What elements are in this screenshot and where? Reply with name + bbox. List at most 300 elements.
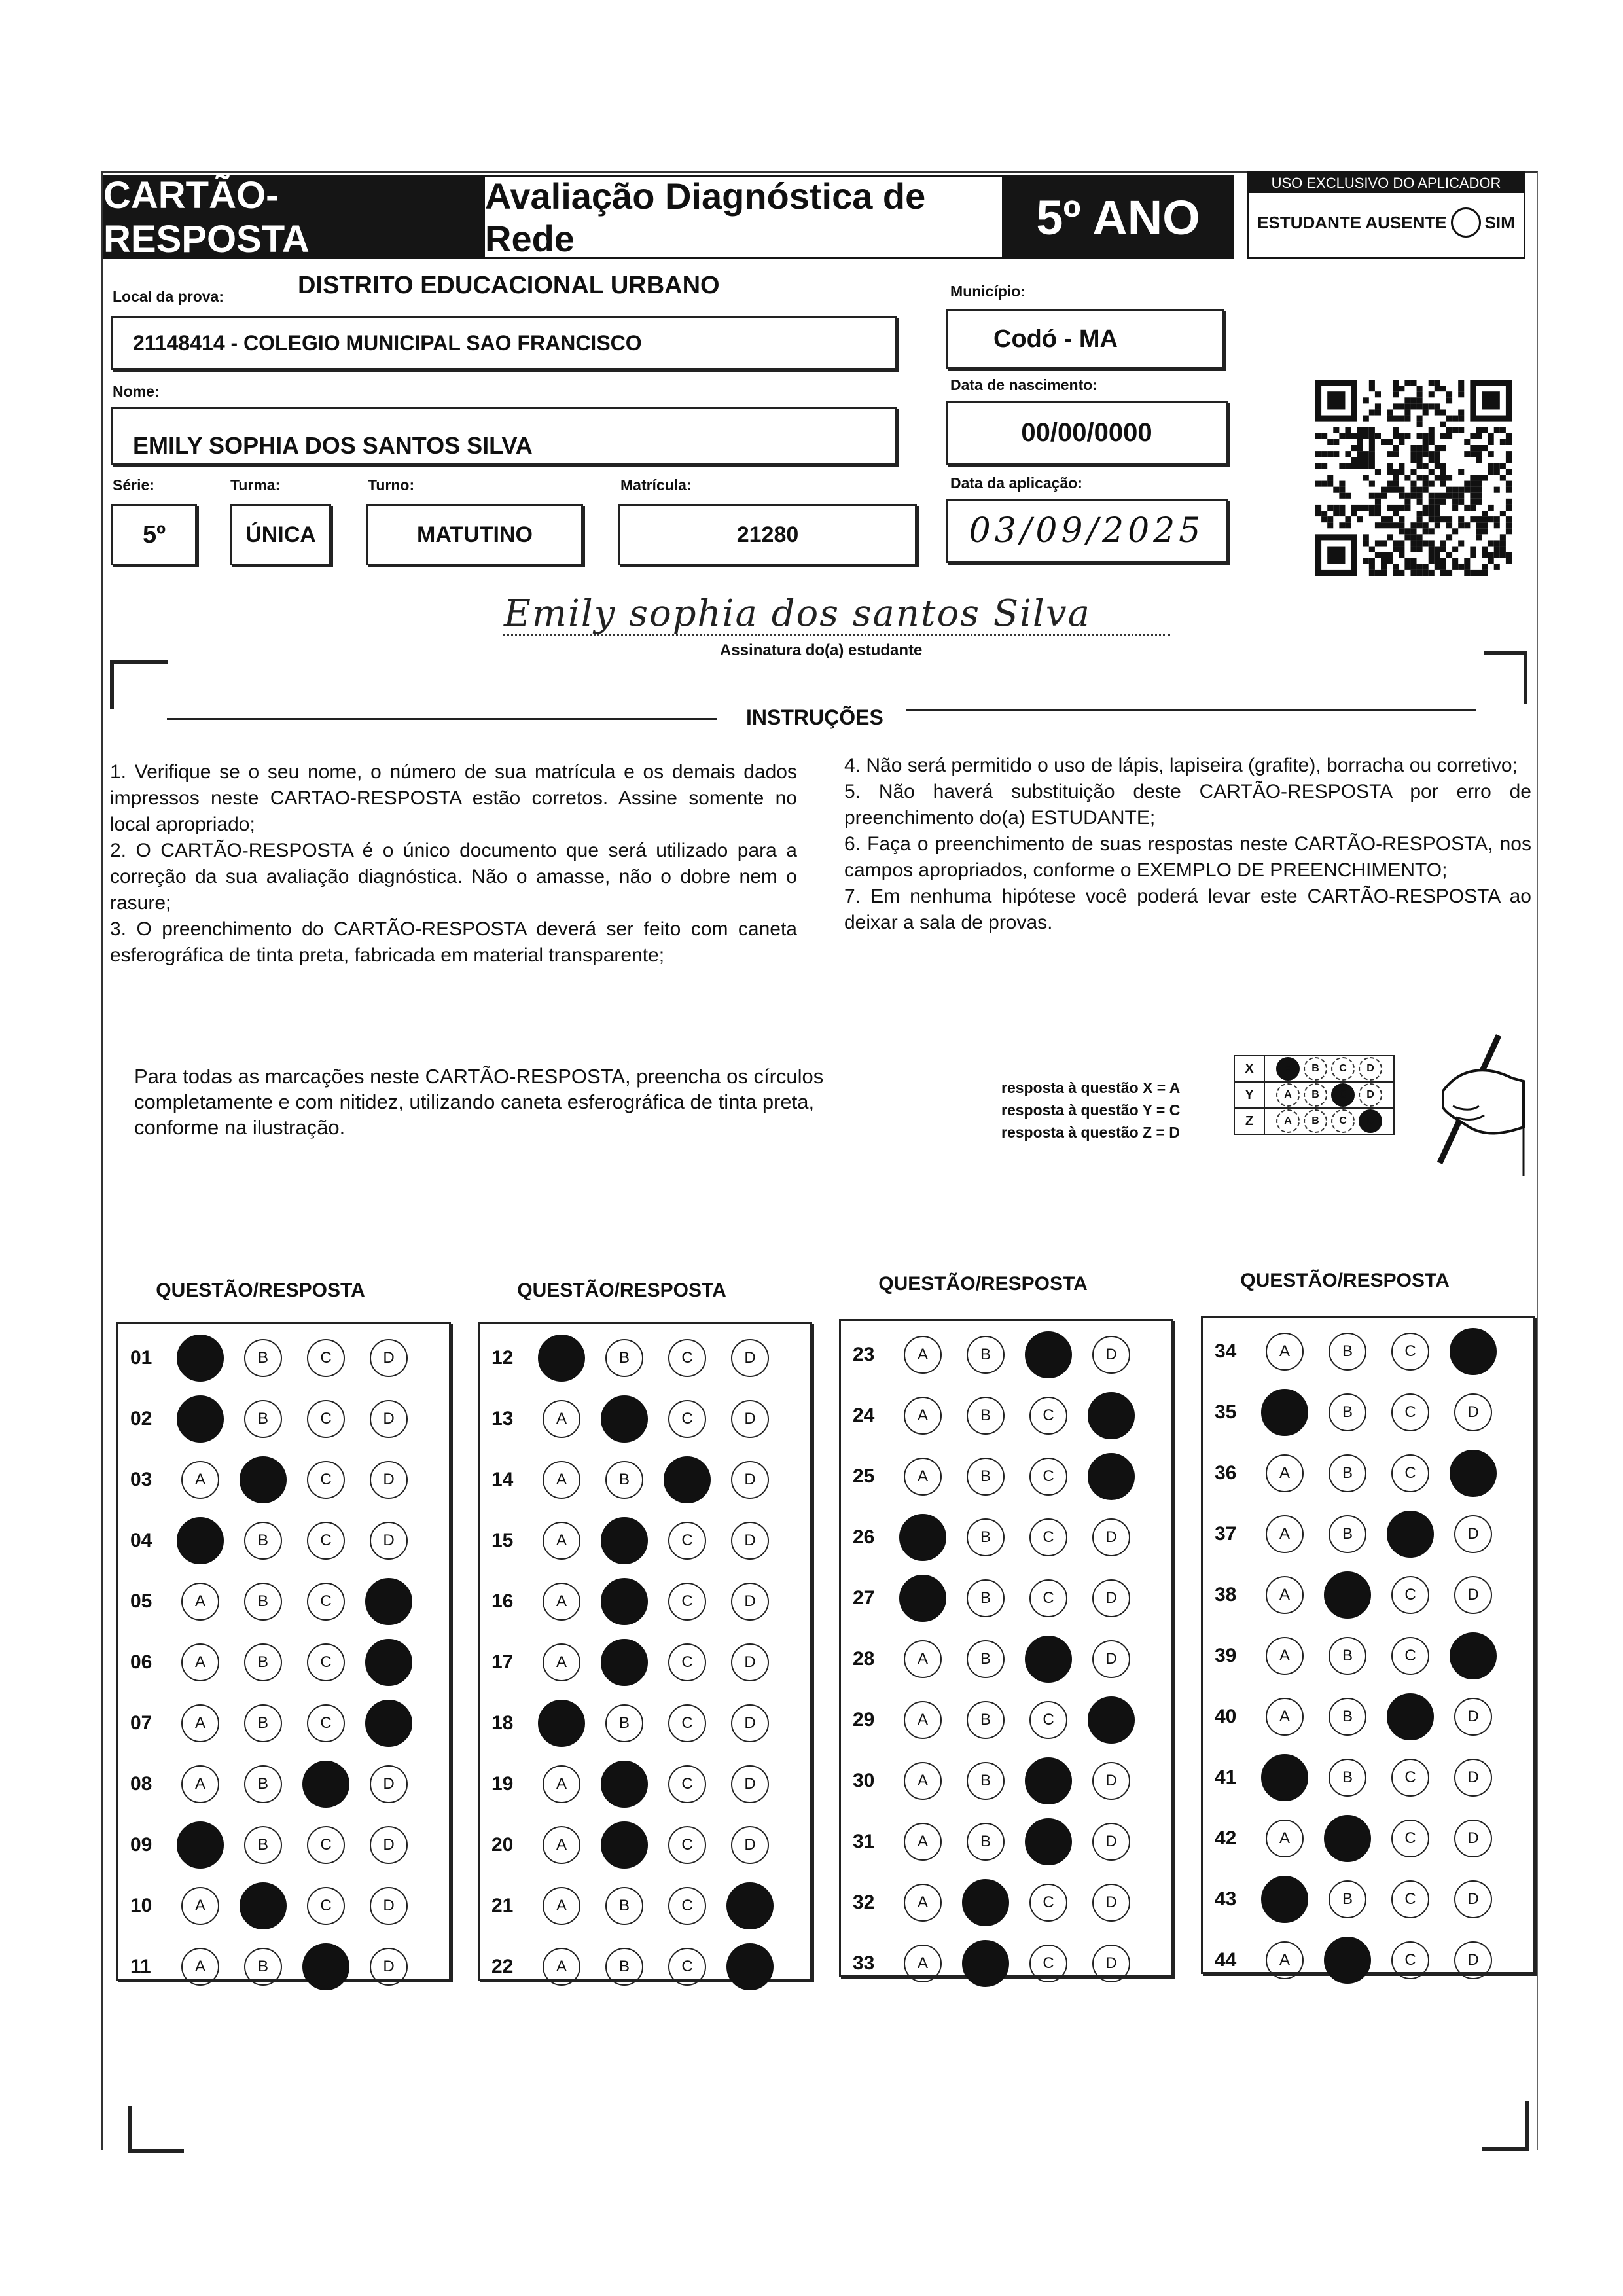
answer-bubble-d[interactable] [365,1578,412,1625]
answer-bubble-b[interactable] [967,1701,1005,1739]
answer-bubble-b[interactable] [605,1948,643,1986]
answer-bubble-b[interactable] [962,1940,1009,1987]
answer-bubble-b[interactable] [1324,1937,1371,1984]
answer-bubble-a[interactable] [904,1640,942,1678]
bubble-letter: B [980,1772,991,1789]
answer-bubble-b[interactable] [244,1765,282,1803]
answer-bubble-c[interactable] [1029,1945,1067,1982]
question-number: 37 [1215,1523,1237,1545]
example-bubble-b: B [1304,1083,1327,1107]
answer-bubble-d[interactable] [1450,1328,1497,1375]
answer-bubble-c[interactable] [1391,1941,1429,1979]
bubble-letter: B [257,1592,268,1610]
answer-bubble-c[interactable] [1025,1818,1072,1865]
question-number: 10 [130,1895,152,1916]
answer-bubble-b[interactable] [244,1522,282,1560]
question-number: 13 [491,1408,514,1429]
answer-row [480,1454,794,1506]
answer-bubble-b[interactable] [601,1578,648,1625]
answer-bubble-c[interactable] [307,1583,345,1621]
answer-bubble-d[interactable] [1088,1392,1135,1439]
answer-bubble-b[interactable] [244,1643,282,1681]
answer-column [1201,1316,1535,1974]
bubble-letter: D [744,1836,756,1854]
answer-bubble-d[interactable] [365,1639,412,1686]
answer-bubble-a[interactable] [904,1823,942,1861]
answer-bubble-b[interactable] [962,1879,1009,1926]
answer-bubble-c[interactable] [668,1339,706,1377]
card-title: CARTÃO-RESPOSTA [103,175,483,259]
bubble-letter: A [917,1711,928,1729]
answer-bubble-d[interactable] [1454,1576,1492,1614]
matricula-value: 21280 [736,522,799,547]
bubble-letter: A [556,1775,567,1793]
bubble-letter: D [383,1349,395,1367]
answer-bubble-a[interactable] [181,1948,219,1986]
answer-bubble-b[interactable] [244,1583,282,1621]
answer-bubble-d[interactable] [1454,1698,1492,1736]
answer-bubble-d[interactable] [731,1522,769,1560]
answer-bubble-b[interactable] [605,1887,643,1925]
qr-code [1315,380,1512,576]
example-table [1234,1055,1395,1135]
bubble-letter: B [257,1349,268,1367]
answer-bubble-d[interactable] [1092,1518,1130,1556]
answer-bubble-a[interactable] [1266,1820,1304,1857]
answer-bubble-d[interactable] [1092,1762,1130,1800]
bubble-letter: A [194,1653,205,1671]
answer-bubble-c[interactable] [1391,1637,1429,1675]
answer-bubble-a[interactable] [177,1517,224,1564]
example-bubble-b: B [1304,1057,1327,1081]
answer-row [841,1633,1155,1685]
instructions-right [844,753,1531,936]
answer-bubble-a[interactable] [543,1461,580,1499]
answer-bubble-b[interactable] [244,1948,282,1986]
answer-bubble-a[interactable] [181,1583,219,1621]
bubble-letter: A [194,1958,205,1975]
answer-bubble-c[interactable] [1391,1454,1429,1492]
answer-bubble-a[interactable] [181,1704,219,1742]
answer-bubble-b[interactable] [967,1336,1005,1374]
municipio-field [946,309,1224,369]
answer-bubble-a[interactable] [904,1701,942,1739]
answer-bubble-a[interactable] [1261,1754,1308,1801]
answer-bubble-c[interactable] [664,1456,711,1503]
absent-label: ESTUDANTE AUSENTE [1257,212,1447,232]
answer-bubble-c[interactable] [302,1943,349,1990]
question-number: 34 [1215,1340,1237,1362]
corner-mark [128,2106,184,2153]
question-number: 12 [491,1347,514,1369]
answer-bubble-b[interactable] [244,1826,282,1864]
answer-bubble-d[interactable] [731,1339,769,1377]
column-title: QUESTÃO/RESPOSTA [517,1280,726,1301]
answer-bubble-b[interactable] [601,1639,648,1686]
bubble-letter: B [1342,1342,1353,1360]
answer-bubble-c[interactable] [1029,1518,1067,1556]
answer-row [480,1515,794,1567]
answer-bubble-c[interactable] [668,1704,706,1742]
answer-bubble-b[interactable] [1329,1880,1366,1918]
bubble-letter: A [556,1410,567,1427]
answer-bubble-b[interactable] [1329,1698,1366,1736]
bubble-letter: B [257,1775,268,1793]
bubble-letter: B [980,1650,991,1668]
bubble-letter: C [681,1836,693,1854]
question-number: 15 [491,1530,514,1551]
corner-mark [110,660,168,709]
answer-bubble-a[interactable] [1266,1698,1304,1736]
example-bubble-d: D [1359,1109,1382,1133]
answer-bubble-b[interactable] [1329,1759,1366,1797]
answer-bubble-a[interactable] [904,1884,942,1922]
answer-bubble-d[interactable] [1092,1336,1130,1374]
bubble-letter: B [257,1653,268,1671]
answer-bubble-a[interactable] [1266,1941,1304,1979]
answer-bubble-c[interactable] [1391,1820,1429,1857]
question-number: 22 [491,1956,514,1977]
answer-bubble-d[interactable] [1092,1945,1130,1982]
answer-bubble-b[interactable] [240,1882,287,1929]
bubble-letter: B [980,1346,991,1363]
answer-bubble-b[interactable] [1329,1393,1366,1431]
answer-bubble-b[interactable] [1329,1454,1366,1492]
answer-bubble-a[interactable] [904,1397,942,1435]
bubble-letter: B [257,1410,268,1427]
question-number: 33 [853,1952,875,1974]
bubble-letter: D [1467,1768,1479,1786]
answer-bubble-c[interactable] [1391,1393,1429,1431]
answer-bubble-a[interactable] [543,1948,580,1986]
answer-bubble-c[interactable] [307,1887,345,1925]
question-number: 05 [130,1590,152,1612]
answer-bubble-c[interactable] [307,1461,345,1499]
question-number: 21 [491,1895,514,1916]
answer-bubble-d[interactable] [1092,1579,1130,1617]
answer-bubble-c[interactable] [1387,1693,1434,1740]
answer-bubble-c[interactable] [1029,1579,1067,1617]
answer-bubble-d[interactable] [731,1583,769,1621]
bubble-letter: A [917,1954,928,1972]
answer-bubble-d[interactable] [731,1400,769,1438]
answer-bubble-b[interactable] [605,1339,643,1377]
answer-bubble-a[interactable] [904,1762,942,1800]
answer-row [1203,1447,1517,1499]
answer-bubble-c[interactable] [668,1826,706,1864]
bubble-letter: C [1404,1464,1416,1482]
answer-row [118,1758,433,1810]
answer-bubble-b[interactable] [1329,1515,1366,1553]
answer-bubble-b[interactable] [605,1461,643,1499]
answer-bubble-d[interactable] [365,1700,412,1747]
answer-bubble-a[interactable] [904,1458,942,1496]
answer-bubble-c[interactable] [668,1887,706,1925]
bubble-letter: A [1279,1464,1290,1482]
answer-bubble-d[interactable] [1454,1880,1492,1918]
answer-row [118,1393,433,1445]
answer-bubble-d[interactable] [1454,1515,1492,1553]
answer-bubble-a[interactable] [177,1821,224,1869]
answer-bubble-a[interactable] [181,1461,219,1499]
answer-bubble-c[interactable] [668,1643,706,1681]
answer-row [480,1636,794,1689]
answer-bubble-a[interactable] [1261,1389,1308,1436]
bubble-letter: C [1043,1954,1054,1972]
bubble-letter: A [917,1407,928,1424]
answer-bubble-c[interactable] [668,1948,706,1986]
answer-bubble-a[interactable] [1266,1515,1304,1553]
answer-bubble-c[interactable] [307,1400,345,1438]
answer-bubble-d[interactable] [731,1704,769,1742]
answer-bubble-d[interactable] [731,1765,769,1803]
answer-bubble-b[interactable] [240,1456,287,1503]
answer-bubble-c[interactable] [668,1765,706,1803]
bubble-letter: D [1105,1954,1117,1972]
answer-bubble-c[interactable] [668,1400,706,1438]
answer-bubble-d[interactable] [1088,1696,1135,1744]
answer-bubble-b[interactable] [605,1704,643,1742]
bubble-letter: A [194,1775,205,1793]
answer-row [480,1575,794,1628]
answer-bubble-b[interactable] [967,1762,1005,1800]
answer-bubble-d[interactable] [370,1522,408,1560]
answer-bubble-c[interactable] [307,1826,345,1864]
answer-bubble-c[interactable] [1025,1757,1072,1804]
answer-bubble-a[interactable] [904,1336,942,1374]
answer-row [118,1636,433,1689]
answer-bubble-c[interactable] [1391,1759,1429,1797]
answer-bubble-b[interactable] [967,1823,1005,1861]
answer-bubble-a[interactable] [181,1765,219,1803]
answer-row [118,1454,433,1506]
instruction-item: 6. Faça o preenchimento de suas respostas neste CARTÃO-RESPOSTA, nos campos apropriados, conforme o EXEMPLO DE PREENCHIMENTO; [844,833,1531,881]
answer-bubble-d[interactable] [1450,1632,1497,1679]
bubble-letter: B [618,1958,630,1975]
serie-label: Série: [113,476,154,493]
bubble-letter: D [744,1714,756,1732]
bubble-letter: C [681,1349,693,1367]
answer-bubble-a[interactable] [543,1826,580,1864]
bubble-letter: A [917,1346,928,1363]
grade-title: 5º ANO [1002,175,1234,259]
bubble-letter: C [320,1653,332,1671]
nascimento-value: 00/00/0000 [1021,418,1152,447]
answer-bubble-c[interactable] [1029,1397,1067,1435]
answer-bubble-c[interactable] [307,1643,345,1681]
answer-bubble-b[interactable] [967,1397,1005,1435]
answer-bubble-a[interactable] [538,1700,585,1747]
answer-row [118,1575,433,1628]
answer-bubble-d[interactable] [370,1461,408,1499]
question-number: 07 [130,1712,152,1734]
answer-row [841,1816,1155,1868]
answer-bubble-d[interactable] [1092,1640,1130,1678]
answer-bubble-a[interactable] [1266,1333,1304,1371]
bubble-letter: C [320,1836,332,1854]
answer-bubble-b[interactable] [601,1761,648,1808]
answer-bubble-c[interactable] [668,1583,706,1621]
signature: Emily sophia dos santos Silva [504,592,1091,635]
signature-line [503,634,1170,636]
answer-bubble-d[interactable] [1454,1759,1492,1797]
bubble-letter: D [744,1410,756,1427]
bubble-letter: B [1342,1403,1353,1421]
answer-row [841,1755,1155,1807]
answer-row [1203,1630,1517,1682]
absent-bubble[interactable] [1451,207,1481,238]
answer-bubble-d[interactable] [726,1882,774,1929]
answer-bubble-c[interactable] [307,1339,345,1377]
answer-bubble-d[interactable] [731,1461,769,1499]
instruction-item: 1. Verifique se o seu nome, o número de sua matrícula e os demais dados impressos neste CARTAO-RESPOSTA estão corretos. Assine somente no local apropriado; [110,761,797,835]
answer-bubble-c[interactable] [1025,1331,1072,1378]
bubble-letter: D [1467,1525,1479,1543]
answer-bubble-a[interactable] [543,1522,580,1560]
answer-bubble-a[interactable] [1261,1876,1308,1923]
school-field [111,316,897,370]
answer-bubble-c[interactable] [1029,1884,1067,1922]
question-number: 06 [130,1651,152,1673]
bubble-letter: D [744,1532,756,1549]
instruction-item: 7. Em nenhuma hipótese você poderá levar este CARTÃO-RESPOSTA ao deixar a sala de provas. [844,886,1531,933]
answer-bubble-a[interactable] [543,1887,580,1925]
bubble-letter: A [194,1714,205,1732]
answer-bubble-b[interactable] [1324,1815,1371,1862]
answer-bubble-d[interactable] [1092,1823,1130,1861]
answer-bubble-c[interactable] [668,1522,706,1560]
answer-bubble-a[interactable] [899,1575,946,1622]
answer-bubble-c[interactable] [307,1704,345,1742]
bubble-letter: D [383,1410,395,1427]
bubble-letter: B [980,1589,991,1607]
answer-bubble-d[interactable] [1088,1453,1135,1500]
answer-bubble-a[interactable] [543,1765,580,1803]
answer-bubble-c[interactable] [1025,1636,1072,1683]
bubble-letter: B [257,1958,268,1975]
question-number: 40 [1215,1706,1237,1727]
bubble-letter: D [383,1958,395,1975]
answer-bubble-b[interactable] [967,1579,1005,1617]
answer-bubble-d[interactable] [1450,1450,1497,1497]
bubble-letter: D [383,1897,395,1914]
answer-bubble-a[interactable] [177,1335,224,1382]
bubble-letter: A [556,1653,567,1671]
exam-title: Avaliação Diagnóstica de Rede [483,175,1004,259]
answer-bubble-a[interactable] [543,1643,580,1681]
answer-bubble-d[interactable] [726,1943,774,1990]
answer-bubble-a[interactable] [899,1514,946,1561]
turma-value: ÚNICA [245,522,316,547]
bubble-letter: C [320,1897,332,1914]
answer-bubble-a[interactable] [543,1400,580,1438]
answer-bubble-d[interactable] [370,1400,408,1438]
bubble-letter: C [320,1349,332,1367]
answer-bubble-d[interactable] [370,1339,408,1377]
turno-value: MATUTINO [417,522,533,547]
answer-bubble-d[interactable] [1092,1884,1130,1922]
answer-bubble-a[interactable] [1266,1637,1304,1675]
answer-bubble-d[interactable] [370,1887,408,1925]
answer-bubble-b[interactable] [244,1704,282,1742]
answer-bubble-a[interactable] [177,1395,224,1443]
answer-bubble-d[interactable] [1454,1941,1492,1979]
answer-row [1203,1508,1517,1560]
answer-bubble-d[interactable] [1454,1820,1492,1857]
question-number: 29 [853,1709,875,1731]
answer-bubble-b[interactable] [1329,1333,1366,1371]
answer-bubble-a[interactable] [1266,1454,1304,1492]
answer-bubble-d[interactable] [370,1765,408,1803]
bubble-letter: B [1342,1647,1353,1664]
answer-bubble-c[interactable] [1391,1880,1429,1918]
bubble-letter: A [556,1592,567,1610]
bubble-letter: C [1043,1711,1054,1729]
answer-bubble-c[interactable] [1029,1701,1067,1739]
answer-bubble-b[interactable] [967,1640,1005,1678]
answer-bubble-d[interactable] [731,1826,769,1864]
answer-bubble-a[interactable] [181,1887,219,1925]
answer-row [118,1697,433,1749]
answer-bubble-b[interactable] [601,1821,648,1869]
question-number: 20 [491,1834,514,1856]
answer-bubble-b[interactable] [967,1518,1005,1556]
answer-bubble-c[interactable] [1391,1333,1429,1371]
answer-row [118,1819,433,1871]
answer-bubble-c[interactable] [302,1761,349,1808]
answer-bubble-a[interactable] [181,1643,219,1681]
answer-bubble-c[interactable] [307,1522,345,1560]
answer-bubble-d[interactable] [731,1643,769,1681]
answer-bubble-a[interactable] [543,1583,580,1621]
answer-bubble-b[interactable] [601,1517,648,1564]
bubble-letter: A [1279,1708,1290,1725]
answer-bubble-b[interactable] [1329,1637,1366,1675]
bubble-letter: A [917,1893,928,1911]
bubble-letter: C [1404,1890,1416,1908]
answer-row [1203,1812,1517,1865]
bubble-letter: D [383,1836,395,1854]
bubble-letter: C [1404,1829,1416,1847]
answer-bubble-d[interactable] [1454,1393,1492,1431]
nome-value: EMILY SOPHIA DOS SANTOS SILVA [133,432,533,459]
bubble-letter: C [681,1532,693,1549]
answer-bubble-d[interactable] [370,1948,408,1986]
answer-bubble-b[interactable] [601,1395,648,1443]
answer-bubble-b[interactable] [967,1458,1005,1496]
answer-bubble-a[interactable] [1266,1576,1304,1614]
example-bubble-d: D [1359,1057,1382,1081]
answer-bubble-c[interactable] [1391,1576,1429,1614]
question-number: 27 [853,1587,875,1609]
instruction-item: 2. O CARTÃO-RESPOSTA é o único documento que será utilizado para a correção da sua avaliação diagnóstica. Não o amasse, não o dobre nem o rasure; [110,840,797,914]
answer-row [480,1393,794,1445]
bubble-letter: B [1342,1525,1353,1543]
answer-bubble-b[interactable] [244,1400,282,1438]
answer-bubble-b[interactable] [244,1339,282,1377]
answer-bubble-a[interactable] [904,1945,942,1982]
bubble-letter: D [1467,1829,1479,1847]
bubble-letter: C [681,1958,693,1975]
bubble-letter: C [1043,1589,1054,1607]
bubble-letter: C [320,1592,332,1610]
answer-bubble-a[interactable] [538,1335,585,1382]
answer-bubble-c[interactable] [1029,1458,1067,1496]
answer-bubble-b[interactable] [1324,1571,1371,1619]
divider-line [167,718,717,720]
answer-bubble-d[interactable] [370,1826,408,1864]
answer-bubble-c[interactable] [1387,1511,1434,1558]
